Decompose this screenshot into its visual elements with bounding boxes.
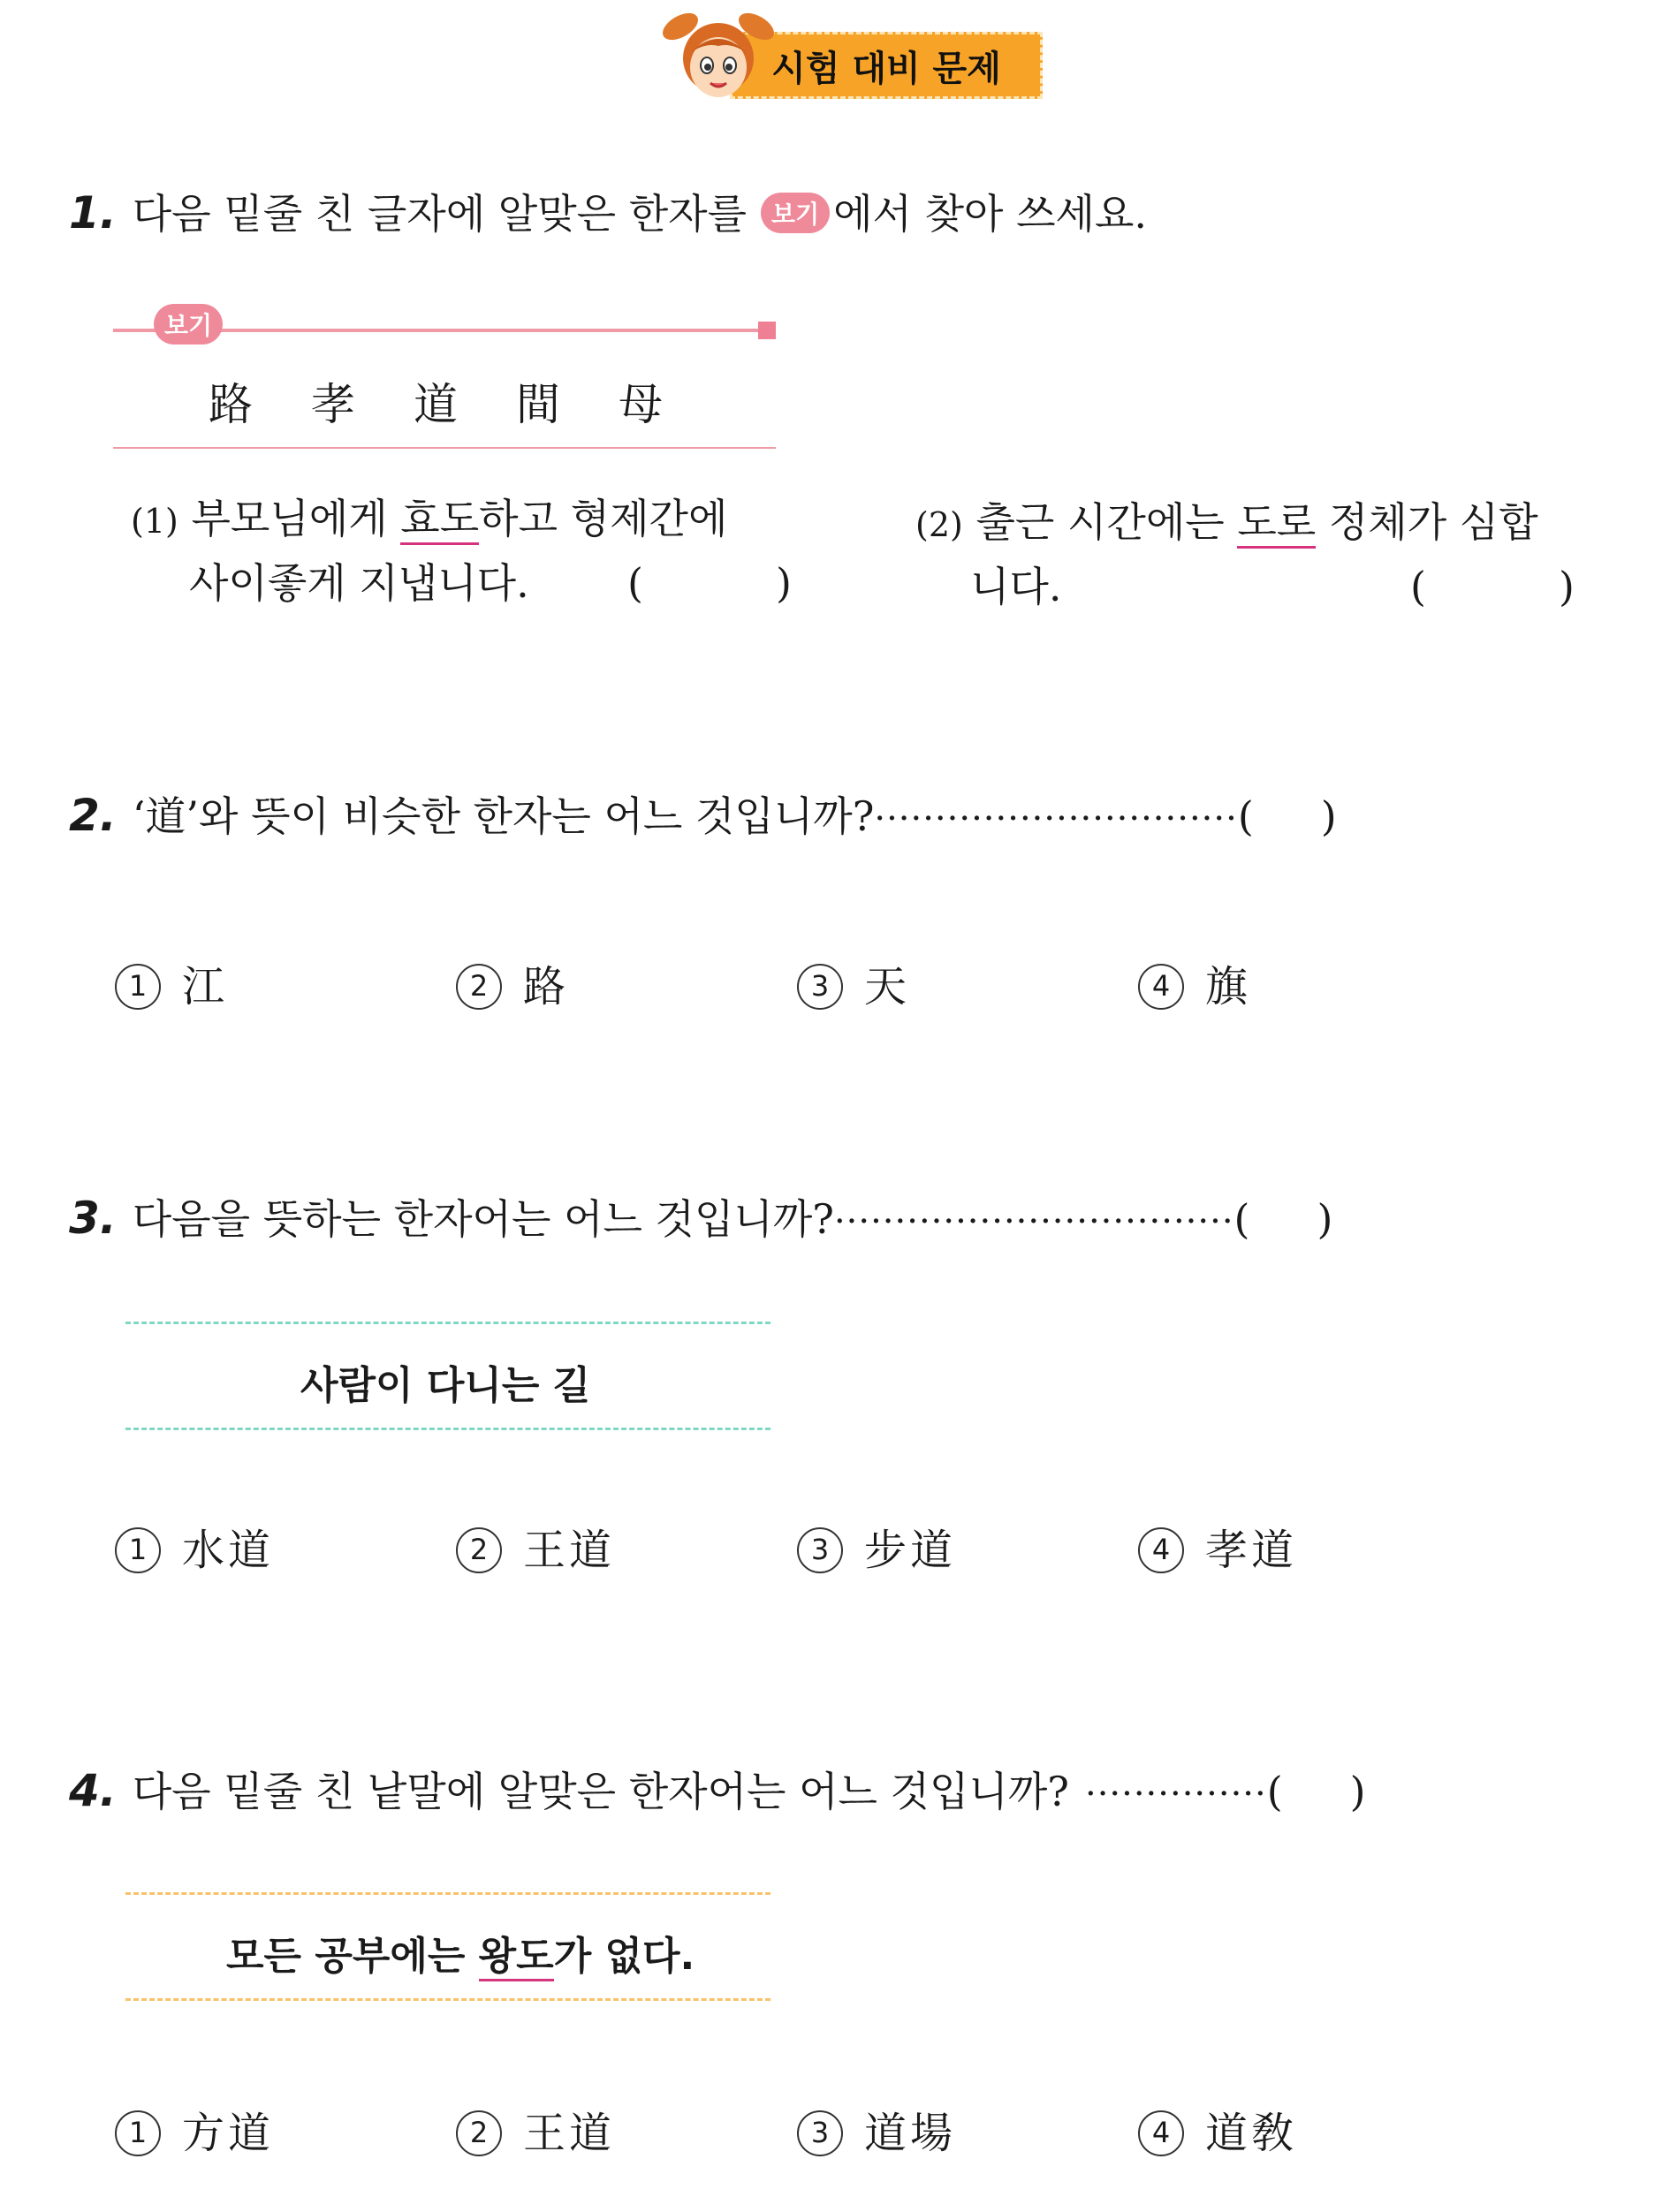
answer-paren-close: ) bbox=[1317, 1195, 1333, 1243]
sentence-text: 모든 공부에는 bbox=[226, 1934, 479, 1979]
sentence-text: 가 없다. bbox=[553, 1934, 695, 1979]
sub-question-1 bbox=[131, 488, 802, 614]
meaning-box-text: 사람이 다니는 길 bbox=[300, 1363, 591, 1408]
girl-mascot-icon bbox=[661, 7, 776, 104]
sub-text: 부모님에게 bbox=[191, 495, 401, 542]
question-number: 3. bbox=[69, 1193, 117, 1244]
option-4[interactable] bbox=[1138, 1516, 1297, 1577]
answer-paren-close: ) bbox=[1349, 1768, 1366, 1815]
answer-paren-open: ( bbox=[1266, 1768, 1283, 1815]
box-top-divider bbox=[125, 1892, 770, 1895]
question-4-header bbox=[69, 1760, 1366, 1818]
bogi-pill: 보기 bbox=[761, 193, 830, 233]
question-text-after: 에서 찾아 쓰세요. bbox=[833, 190, 1148, 238]
option-4[interactable] bbox=[1138, 952, 1251, 1013]
option-3[interactable] bbox=[797, 952, 910, 1013]
option-number: 1 bbox=[115, 1527, 161, 1573]
underlined-word: 왕도 bbox=[479, 1934, 554, 1981]
option-2[interactable] bbox=[456, 1516, 615, 1577]
option-text: 天 bbox=[864, 962, 911, 1011]
question-text: 다음 밑줄 친 글자에 알맞은 한자를 bbox=[132, 190, 748, 238]
box-bottom-divider bbox=[125, 1428, 770, 1430]
bogi-char: 道 bbox=[414, 379, 458, 430]
answer-paren-open: ( bbox=[1410, 563, 1426, 610]
option-number: 2 bbox=[456, 2110, 502, 2156]
option-number: 3 bbox=[797, 964, 843, 1010]
option-number: 2 bbox=[456, 964, 502, 1010]
answer-paren-open: ( bbox=[1234, 1195, 1250, 1243]
bogi-char: 間 bbox=[516, 379, 560, 430]
option-number: 1 bbox=[115, 964, 161, 1010]
option-number: 4 bbox=[1138, 964, 1184, 1010]
sub-text: 하고 형제간에 bbox=[479, 495, 728, 542]
question-number: 2. bbox=[69, 790, 117, 841]
bogi-char: 母 bbox=[619, 379, 663, 430]
sub-text: 사이좋게 지냅니다. bbox=[189, 559, 529, 607]
bogi-char: 路 bbox=[209, 379, 253, 430]
underlined-word: 효도 bbox=[400, 495, 479, 545]
bogi-bottom-line bbox=[113, 447, 776, 449]
option-text: 方道 bbox=[182, 2109, 275, 2158]
option-text: 江 bbox=[182, 962, 229, 1011]
option-text: 路 bbox=[523, 962, 570, 1011]
sub-label: (1) bbox=[131, 502, 178, 541]
option-text: 步道 bbox=[864, 1526, 957, 1575]
option-2[interactable] bbox=[456, 952, 569, 1013]
option-2[interactable] bbox=[456, 2099, 615, 2160]
sub-label: (2) bbox=[915, 505, 963, 544]
option-1[interactable] bbox=[115, 1516, 274, 1577]
option-3[interactable] bbox=[797, 1516, 956, 1577]
question-3-header bbox=[69, 1187, 1332, 1246]
question-2-header bbox=[69, 784, 1337, 843]
leader-dots: ······························ bbox=[874, 799, 1238, 839]
badge-title: 시험 대비 문제 bbox=[730, 32, 1043, 99]
answer-paren-close: ) bbox=[1320, 792, 1337, 840]
box-bottom-divider bbox=[125, 1998, 770, 2001]
bogi-char-list bbox=[209, 369, 721, 433]
question-text: 다음 밑줄 친 낱말에 알맞은 한자어는 어느 것입니까? bbox=[132, 1768, 1069, 1815]
option-text: 道敎 bbox=[1205, 2109, 1298, 2158]
answer-paren-close: ) bbox=[1559, 563, 1575, 610]
question-text: ‘道’와 뜻이 비슷한 한자는 어느 것입니까? bbox=[132, 792, 875, 840]
option-number: 3 bbox=[797, 2110, 843, 2156]
option-number: 1 bbox=[115, 2110, 161, 2156]
option-number: 3 bbox=[797, 1527, 843, 1573]
sub-text: 출근 시간에는 bbox=[975, 498, 1238, 546]
box-top-divider bbox=[125, 1322, 770, 1324]
sub-text: 니다. bbox=[970, 563, 1062, 610]
option-text: 孝道 bbox=[1205, 1526, 1298, 1575]
sentence-box bbox=[226, 1924, 695, 1981]
option-number: 2 bbox=[456, 1527, 502, 1573]
option-number: 4 bbox=[1138, 2110, 1184, 2156]
bogi-char: 孝 bbox=[311, 379, 355, 430]
bogi-label-pill: 보기 bbox=[154, 304, 223, 345]
answer-paren-close: ) bbox=[776, 559, 792, 607]
option-1[interactable] bbox=[115, 2099, 274, 2160]
sub-text: 정체가 심합 bbox=[1316, 498, 1538, 546]
option-text: 水道 bbox=[182, 1526, 275, 1575]
leader-dots: ··············· bbox=[1084, 1774, 1267, 1814]
option-text: 王道 bbox=[523, 1526, 616, 1575]
option-number: 4 bbox=[1138, 1527, 1184, 1573]
header-badge bbox=[661, 7, 1050, 104]
option-4[interactable] bbox=[1138, 2099, 1297, 2160]
bogi-line-end bbox=[758, 322, 776, 339]
option-3[interactable] bbox=[797, 2099, 956, 2160]
leader-dots: ································· bbox=[833, 1201, 1234, 1242]
answer-paren-open: ( bbox=[1237, 792, 1254, 840]
question-text: 다음을 뜻하는 한자어는 어느 것입니까? bbox=[132, 1195, 834, 1243]
option-text: 王道 bbox=[523, 2109, 616, 2158]
question-1-header bbox=[69, 182, 1147, 240]
option-text: 道場 bbox=[864, 2109, 957, 2158]
underlined-word: 도로 bbox=[1237, 498, 1316, 549]
sub-question-2 bbox=[915, 491, 1605, 617]
question-number: 1. bbox=[69, 187, 117, 239]
option-1[interactable] bbox=[115, 952, 228, 1013]
option-text: 旗 bbox=[1205, 962, 1252, 1011]
question-number: 4. bbox=[69, 1765, 117, 1816]
answer-paren-open: ( bbox=[627, 559, 643, 607]
